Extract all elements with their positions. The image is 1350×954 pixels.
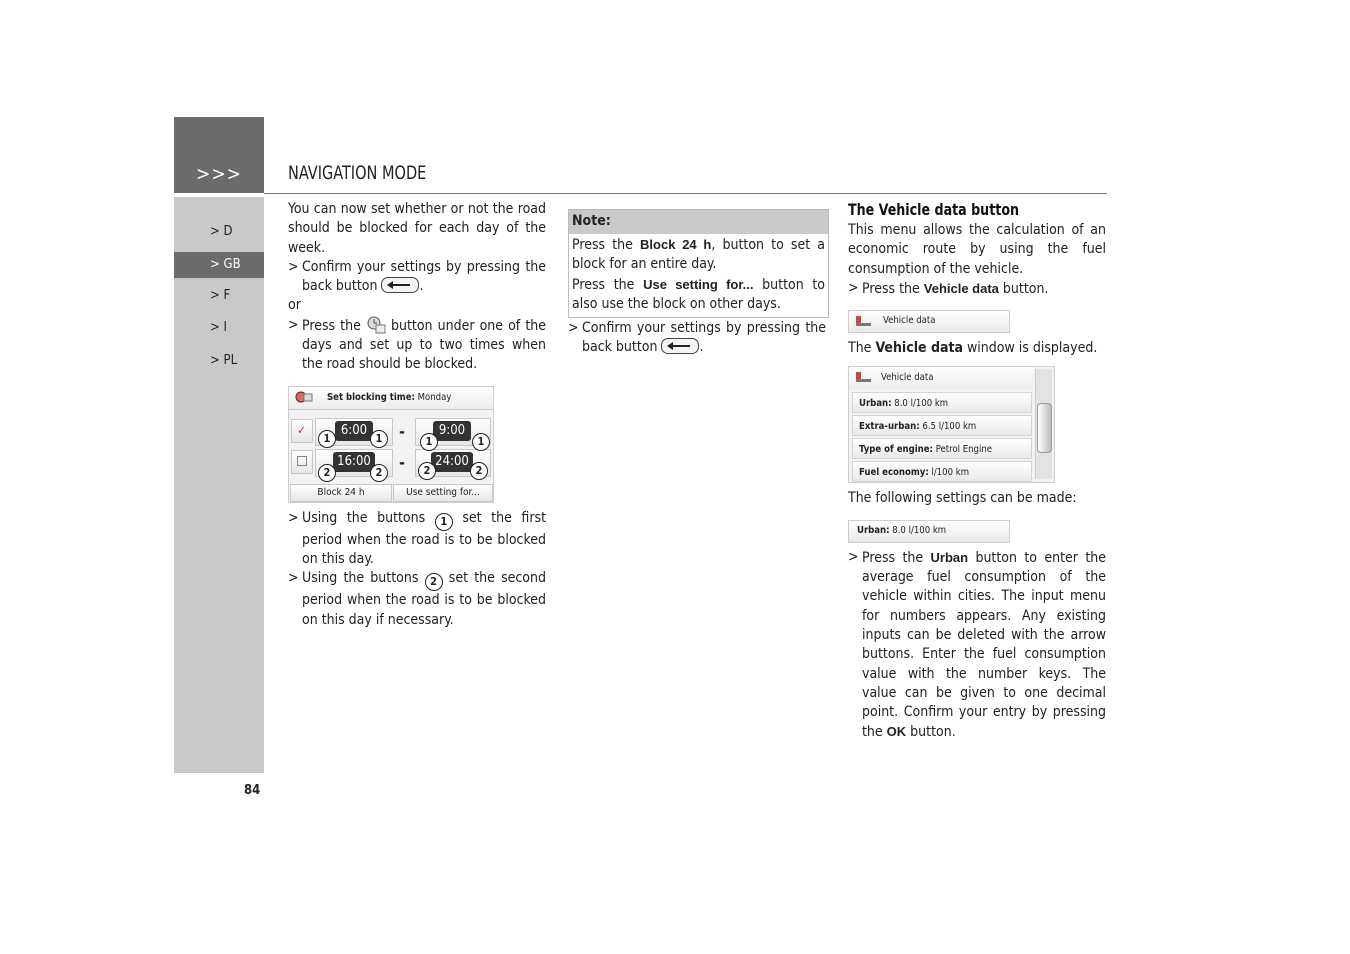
block-time-icon bbox=[366, 316, 386, 334]
time-value: 6:00 bbox=[335, 421, 373, 441]
marker-2: 2 bbox=[425, 573, 443, 591]
column-2 bbox=[568, 319, 826, 358]
time-value: 16:00 bbox=[333, 452, 375, 472]
marker-2: 2 bbox=[418, 462, 436, 480]
day-checkbox-1[interactable]: ✓ bbox=[291, 419, 313, 443]
marker-2: 2 bbox=[318, 464, 336, 482]
or-text: or bbox=[288, 297, 301, 314]
time-dash: - bbox=[399, 421, 405, 441]
bullet-text: Confirm your settings by pressing the back button bbox=[302, 258, 546, 295]
clock-icon bbox=[295, 390, 313, 404]
extra-urban-row[interactable]: Extra-urban: 6.5 l/100 km bbox=[852, 415, 1032, 436]
sidebar-item-f[interactable]: > F bbox=[210, 288, 231, 303]
urban-button-shot[interactable]: Urban: 8.0 l/100 km bbox=[848, 520, 1010, 543]
sidebar-item-pl[interactable]: > PL bbox=[210, 353, 238, 368]
vehicle-icon bbox=[855, 371, 873, 384]
header-divider bbox=[264, 193, 1107, 194]
shot-title: Set blocking time: Monday bbox=[327, 391, 452, 403]
bullet-text: Using the buttons bbox=[302, 509, 426, 526]
button-label: Vehicle data bbox=[883, 315, 936, 327]
section-heading: The Vehicle data button bbox=[848, 200, 1020, 219]
engine-type-row[interactable]: Type of engine: Petrol Engine bbox=[852, 438, 1032, 459]
time-dash: - bbox=[399, 452, 405, 472]
vehicle-data-screenshot bbox=[848, 366, 1055, 483]
page-title: NAVIGATION MODE bbox=[288, 162, 427, 184]
sidebar-item-d[interactable]: > D bbox=[210, 224, 233, 239]
page-number: 84 bbox=[244, 783, 261, 798]
note-paragraph: Press the Use setting for... button to also use the block on other days. bbox=[572, 276, 826, 312]
marker-2: 2 bbox=[470, 462, 488, 480]
sidebar-item-gb[interactable]: > GB bbox=[174, 252, 264, 278]
note-title: Note: bbox=[569, 210, 828, 234]
list-item bbox=[288, 509, 546, 570]
intro-text: This menu allows the calculation of an economic route by using the fuel consumption of the vehicle. bbox=[848, 222, 1106, 277]
time-value: 9:00 bbox=[433, 421, 471, 441]
bullet-text: Using the buttons bbox=[302, 570, 419, 587]
column-3 bbox=[848, 200, 1106, 743]
list-item bbox=[288, 569, 546, 630]
list-item: > Press the Urban button to enter the average fuel consumption of the vehicle within cities. The input menu for numbers appears. Any existing inputs can be deleted with the arrow buttons. Enter the fuel consumption value with the number keys. The value can be given to one decimal point. Confirm your entry by pressing the OK button. bbox=[848, 548, 1106, 743]
shot-titlebar bbox=[849, 367, 1033, 389]
marker-1: 1 bbox=[420, 433, 438, 451]
note-box bbox=[568, 209, 829, 318]
time-value: 24:00 bbox=[431, 452, 473, 472]
window-text: The Vehicle data window is displayed. bbox=[848, 340, 1098, 357]
back-button-icon bbox=[381, 277, 419, 293]
back-button-icon bbox=[661, 338, 699, 354]
vehicle-icon bbox=[855, 315, 873, 328]
column-1 bbox=[288, 200, 546, 630]
blocking-time-screenshot bbox=[288, 386, 494, 503]
bullet-text: Confirm your settings by pressing the back button bbox=[582, 320, 826, 356]
marker-2: 2 bbox=[370, 464, 388, 482]
fuel-economy-row[interactable]: Fuel economy: l/100 km bbox=[852, 461, 1032, 482]
vehicle-data-button-shot[interactable] bbox=[848, 310, 1010, 333]
day-checkbox-2[interactable] bbox=[291, 450, 313, 474]
marker-1: 1 bbox=[318, 430, 336, 448]
scrollbar[interactable] bbox=[1035, 369, 1052, 479]
header-chevrons: >>> bbox=[196, 163, 242, 185]
marker-1: 1 bbox=[435, 513, 453, 531]
shot-title: Vehicle data bbox=[881, 372, 934, 384]
block-24h-button[interactable]: Block 24 h bbox=[290, 484, 392, 502]
marker-1: 1 bbox=[472, 433, 490, 451]
following-text: The following settings can be made: bbox=[848, 490, 1077, 507]
list-item: > Press the Vehicle data button. bbox=[848, 279, 1106, 299]
bullet-text: set the second period when the road is to be blocked on this day if necessary. bbox=[302, 570, 546, 628]
note-paragraph: Press the Block 24 h, button to set a block for an entire day. bbox=[572, 237, 826, 273]
sidebar-item-i[interactable]: > I bbox=[210, 320, 227, 335]
scrollbar-thumb[interactable] bbox=[1037, 403, 1052, 453]
list-item: > Confirm your settings by pressing the back button . bbox=[568, 319, 826, 358]
marker-1: 1 bbox=[370, 430, 388, 448]
list-item bbox=[288, 316, 546, 375]
bullet-text: button under one of the days and set up to two times when the road should be blocked. bbox=[302, 317, 546, 373]
use-setting-button[interactable]: Use setting for... bbox=[393, 484, 493, 502]
urban-row[interactable]: Urban: 8.0 l/100 km bbox=[852, 392, 1032, 413]
list-item: > Confirm your settings by pressing the back button . bbox=[288, 258, 546, 297]
bullet-text: Press the bbox=[302, 317, 361, 334]
intro-text: You can now set whether or not the road should be blocked for each day of the week. bbox=[288, 201, 546, 256]
bullet-text: set the first period when the road is to be blocked on this day. bbox=[302, 509, 547, 567]
